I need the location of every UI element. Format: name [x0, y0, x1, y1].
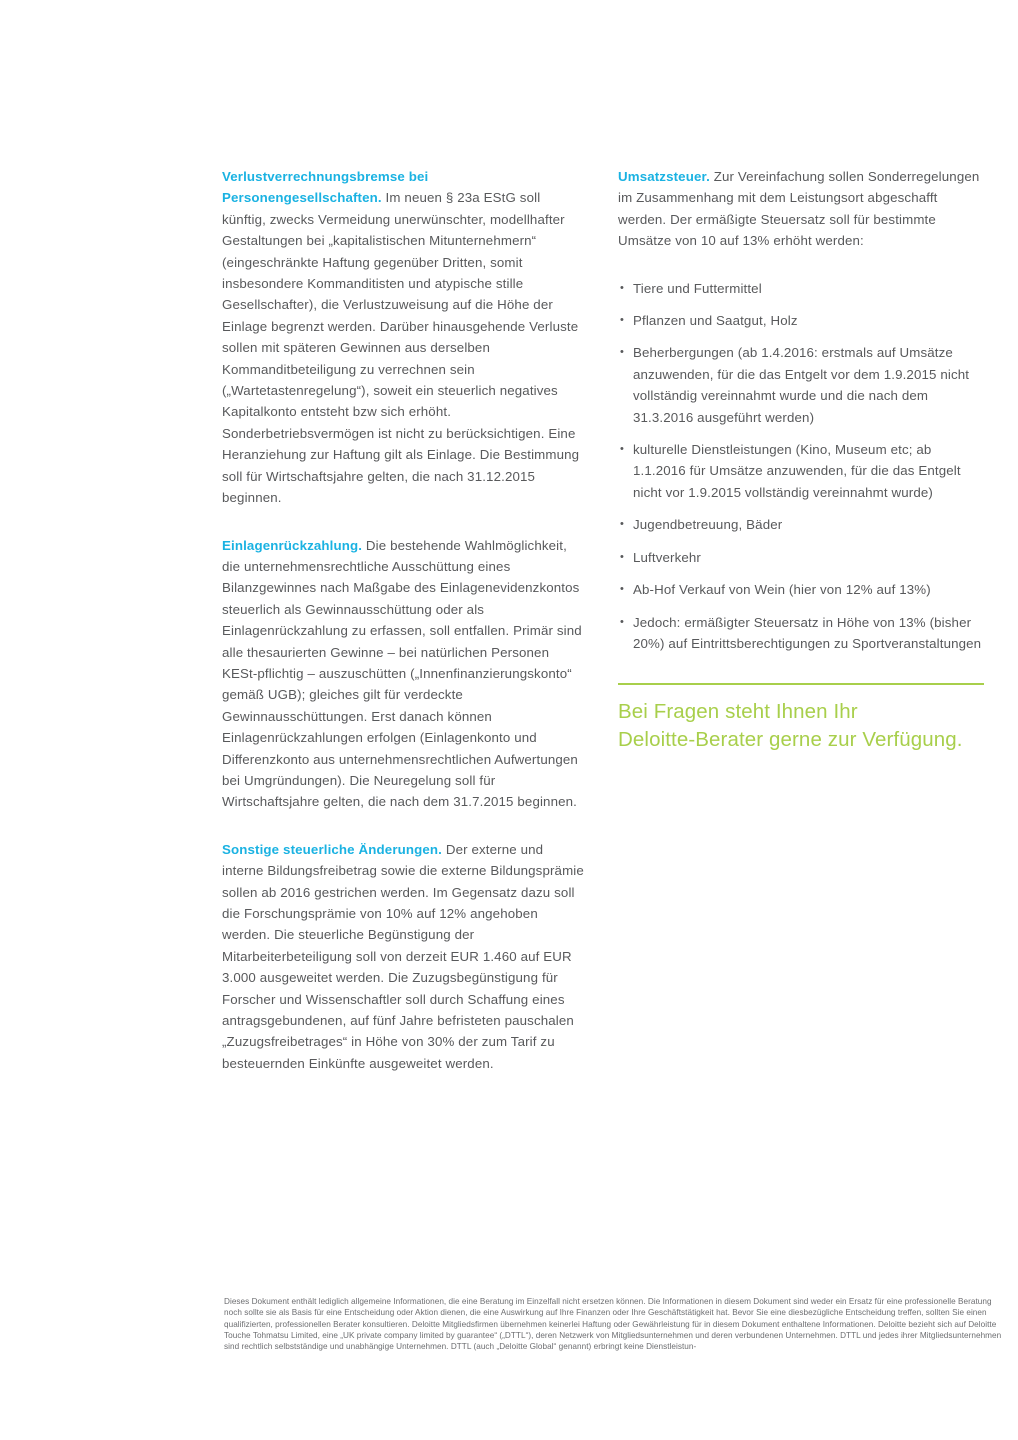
right-column	[618, 166, 984, 1074]
section-heading-verlustverrechnungsbremse: Verlustverrechnungsbremse bei Personengesellschaften.	[222, 169, 429, 206]
section-body-umsatzsteuer: Zur Vereinfachung sollen Sonderregelungen im Zusammenhang mit dem Leistungsort abgeschafft werden. Der ermäßigte Steuersatz soll für bestimmte Umsätze von 10 auf 13% erhöht werden:	[618, 169, 980, 249]
disclaimer-text: Dieses Dokument enthält lediglich allgemeine Informationen, die eine Beratung im Einzelfall nicht ersetzen können. Die Informationen in diesem Dokument sind weder ein Ersatz für eine professionelle Beratung noch sollte sie als Basis für eine Entscheidung oder Aktion dienen, die eine Auswirkung auf Ihre Finanzen oder Ihre Geschäftstätigkeit hat. Bevor Sie eine diesbezügliche Entscheidung treffen, sollten Sie einen qualifizierten, professionellen Berater konsultieren. Deloitte Mitgliedsfirmen übernehmen keinerlei Haftung oder Gewährleistung für in diesem Dokument enthaltene Informationen. Deloitte bezieht sich auf Deloitte Touche Tohmatsu Limited, eine „UK private company limited by guarantee“ („DTTL“), deren Netzwerk von Mitgliedsunternehmen und deren verbundenen Unternehmen. DTTL und jedes ihrer Mitgliedsunternehmen sind rechtlich selbstständige und unabhängige Unternehmen. DTTL (auch „Deloitte Global“ genannt) erbringt keine Dienstleistun-	[224, 1297, 1002, 1352]
section-sonstige-aenderungen	[222, 839, 588, 1074]
list-item: • Pflanzen und Saatgut, Holz	[618, 310, 984, 331]
footer-disclaimer	[224, 1296, 1009, 1352]
list-item: • Ab-Hof Verkauf von Wein (hier von 12% auf 13%)	[618, 579, 984, 600]
list-item: • Jedoch: ermäßigter Steuersatz in Höhe von 13% (bisher 20%) auf Eintrittsberechtigungen zu Sportveranstaltungen	[618, 612, 984, 655]
list-item: • Tiere und Futtermittel	[618, 278, 984, 299]
section-einlagenrueckzahlung	[222, 535, 588, 813]
callout-text	[618, 698, 984, 754]
list-item: • Luftverkehr	[618, 547, 984, 568]
callout-divider	[618, 683, 984, 685]
section-umsatzsteuer	[618, 166, 984, 252]
callout-line-2: Deloitte-Berater gerne zur Verfügung.	[618, 728, 963, 752]
callout-line-1: Bei Fragen steht Ihnen Ihr	[618, 700, 858, 724]
list-item: • Beherbergungen (ab 1.4.2016: erstmals auf Umsätze anzuwenden, für die das Entgelt vor dem 1.9.2015 nicht vollständig vereinnahmt wurde und die nach dem 31.3.2016 ausgeführt werden)	[618, 342, 984, 428]
contact-callout	[618, 683, 984, 754]
list-item: • Jugendbetreuung, Bäder	[618, 514, 984, 535]
section-body-einlagenrueckzahlung: Die bestehende Wahlmöglichkeit, die unternehmensrechtliche Ausschüttung eines Bilanzgewinnes nach Maßgabe des Einlagenevidenzkontos steuerlich als Gewinnausschüttung oder als Einlagenrückzahlung zu erfassen, soll entfallen. Primär sind alle thesaurierten Gewinne – bei natürlichen Personen KESt-pflichtig – auszuschütten („Innenfinanzierungskonto“ gemäß UGB); gleiches gilt für verdeckte Gewinnausschüttungen. Erst danach können Einlagenrückzahlungen erfolgen (Einlagenkonto und Differenzkonto aus unternehmensrechtlichen Aufwertungen bei Umgründungen). Die Neuregelung soll für Wirtschaftsjahre gelten, die nach dem 31.7.2015 beginnen.	[222, 537, 582, 810]
left-column	[222, 166, 588, 1074]
section-heading-sonstige-aenderungen: Sonstige steuerliche Änderungen.	[222, 841, 442, 857]
section-verlustverrechnungsbremse	[222, 166, 588, 509]
list-item: • kulturelle Dienstleistungen (Kino, Museum etc; ab 1.1.2016 für Umsätze anzuwenden, für die das Entgelt nicht vor 1.9.2015 vollständig vereinnahmt wurde)	[618, 439, 984, 503]
section-body-sonstige-aenderungen: Der externe und interne Bildungsfreibetrag sowie die externe Bildungsprämie sollen ab 2016 gestrichen werden. Im Gegensatz dazu soll die Forschungsprämie von 10% auf 12% angehoben werden. Die steuerliche Begünstigung der Mitarbeiterbeteiligung soll von derzeit EUR 1.460 auf EUR 3.000 ausgeweitet werden. Die Zuzugsbegünstigung für Forscher und Wissenschaftler soll durch Schaffung eines antragsgebundenen, auf fünf Jahre befristeten pauschalen „Zuzugsfreibetrages“ in Höhe von 30% der zum Tarif zu besteuernden Einkünfte ausgeweitet werden.	[222, 841, 584, 1071]
section-heading-umsatzsteuer: Umsatzsteuer.	[618, 169, 710, 184]
two-column-body	[222, 166, 984, 1074]
section-body-verlustverrechnungsbremse: Im neuen § 23a EStG soll künftig, zwecks Vermeidung unerwünschter, modellhafter Gestaltungen bei „kapitalistischen Mitunternehmern“ (eingeschränkte Haftung gegenüber Dritten, somit insbesondere Kommanditisten und atypische stille Gesellschafter), die Verlustzuweisung auf die Höhe der Einlage begrenzt werden. Darüber hinausgehende Verluste sollen mit späteren Gewinnen aus derselben Kommanditbeteiligung zu verrechnen sein („Wartetastenregelung“), soweit ein steuerlich negatives Kapitalkonto entsteht bzw sich erhöht. Sonderbetriebsvermögen ist nicht zu berücksichtigen. Eine Heranziehung zur Haftung gilt als Einlage. Die Bestimmung soll für Wirtschaftsjahre gelten, die nach 31.12.2015 beginnen.	[222, 190, 580, 506]
umsatzsteuer-bullet-list	[618, 278, 984, 655]
section-heading-einlagenrueckzahlung: Einlagenrückzahlung.	[222, 537, 363, 553]
